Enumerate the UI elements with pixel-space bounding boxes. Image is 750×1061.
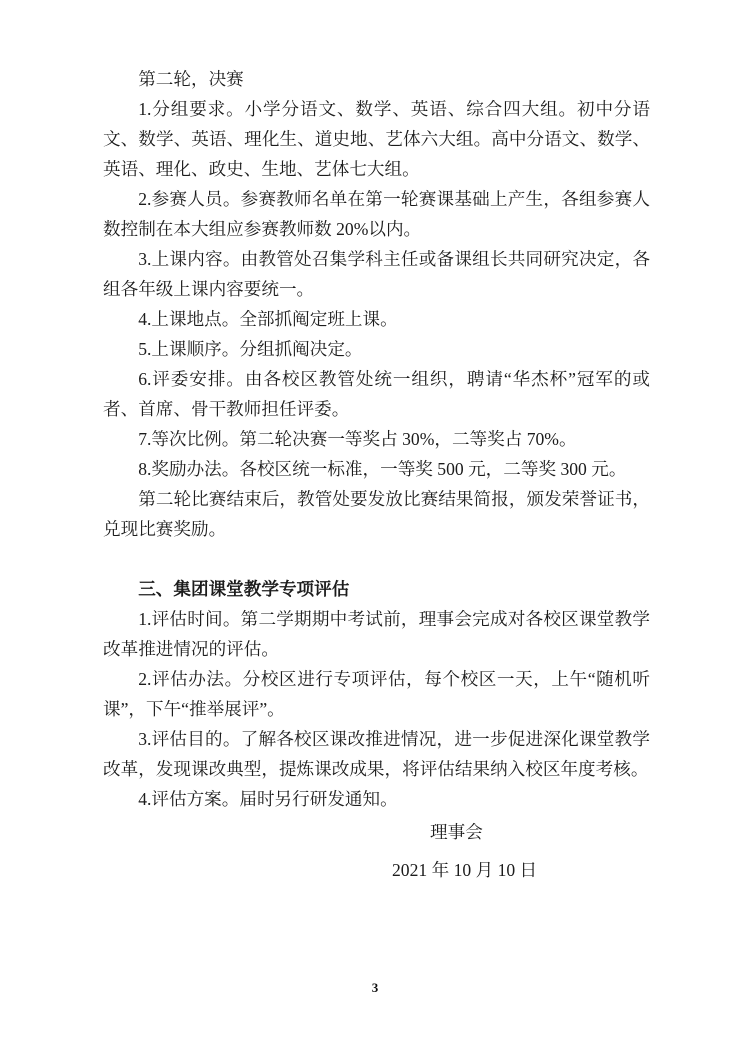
signature-line: 理事会 xyxy=(430,822,483,842)
paragraph: 6.评委安排。由各校区教管处统一组织，聘请“华杰杯”冠军的或者、首席、骨干教师担任评委。 xyxy=(103,369,650,419)
paragraph: 5.上课顺序。分组抓阄决定。 xyxy=(138,339,363,359)
page-number: 3 xyxy=(371,980,379,995)
section-heading: 三、集团课堂教学专项评估 xyxy=(138,579,350,599)
document-body xyxy=(103,64,650,885)
paragraph: 第二轮，决赛 xyxy=(138,69,244,89)
paragraph: 2.评估办法。分校区进行专项评估，每个校区一天，上午“随机听课”，下午“推举展评”。 xyxy=(103,669,650,719)
paragraph: 1.分组要求。小学分语文、数学、英语、综合四大组。初中分语文、数学、英语、理化生、道史地、艺体六大组。高中分语文、数学、英语、理化、政史、生地、艺体七大组。 xyxy=(103,99,650,179)
paragraph: 8.奖励办法。各校区统一标准，一等奖 500 元，二等奖 300 元。 xyxy=(138,459,627,479)
paragraph: 3.评估目的。了解各校区课改推进情况，进一步促进深化课堂教学改革，发现课改典型，提炼课改成果，将评估结果纳入校区年度考核。 xyxy=(103,729,650,779)
paragraph: 4.上课地点。全部抓阄定班上课。 xyxy=(138,309,398,329)
paragraph: 第二轮比赛结束后，教管处要发放比赛结果简报，颁发荣誉证书，兑现比赛奖励。 xyxy=(103,489,650,539)
paragraph: 7.等次比例。第二轮决赛一等奖占 30%，二等奖占 70%。 xyxy=(138,429,577,449)
paragraph: 1.评估时间。第二学期期中考试前，理事会完成对各校区课堂教学改革推进情况的评估。 xyxy=(103,609,650,659)
date-line: 2021 年 10 月 10 日 xyxy=(392,860,538,880)
paragraph: 3.上课内容。由教管处召集学科主任或备课组长共同研究决定，各组各年级上课内容要统一。 xyxy=(103,249,650,299)
paragraph: 2.参赛人员。参赛教师名单在第一轮赛课基础上产生，各组参赛人数控制在本大组应参赛教师数 20%以内。 xyxy=(103,189,650,239)
paragraph: 4.评估方案。届时另行研发通知。 xyxy=(138,789,398,809)
